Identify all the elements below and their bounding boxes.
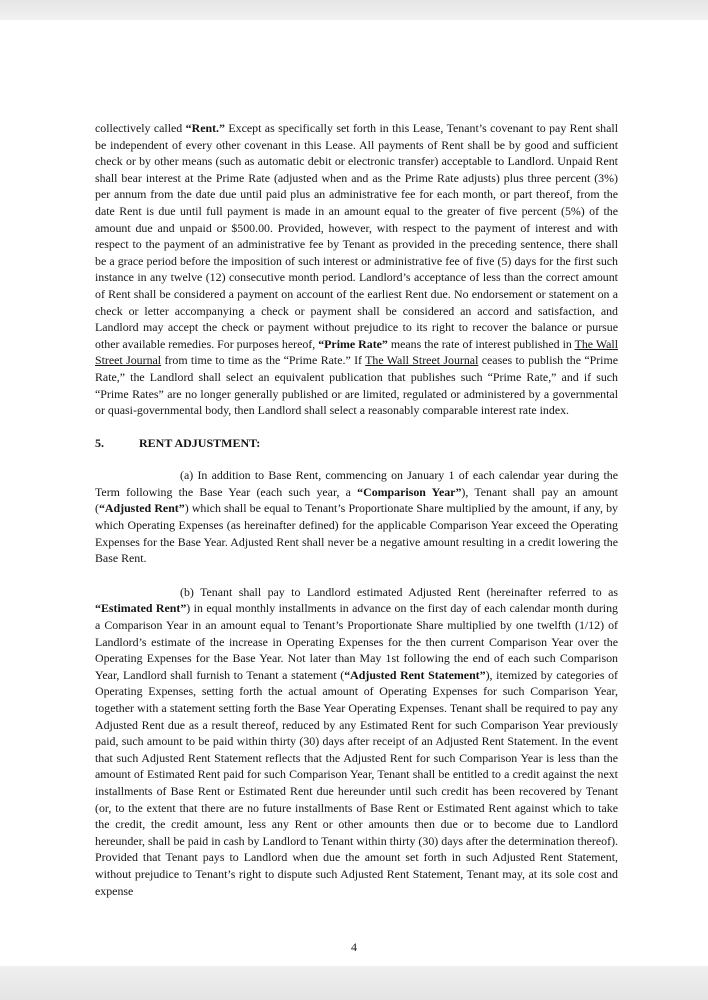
section-title: RENT ADJUSTMENT: bbox=[139, 435, 261, 450]
rent-definition-paragraph bbox=[95, 120, 618, 419]
section-number: 5. bbox=[95, 435, 104, 450]
text-run: from time to time as the “Prime Rate.” If bbox=[161, 353, 366, 368]
text-run: collectively called bbox=[95, 121, 186, 135]
scan-border-top bbox=[0, 0, 708, 20]
paragraph-a bbox=[95, 467, 618, 567]
text-run: ) in equal monthly installments in advance on the first day of each calendar month during a Comparison Year in an amount equal to Tenant’s Proportionate Share multiplied by one twelfth (1/12) of Landlord’s estimate of the increase in Operating Expenses for the then current Comparison Year over the Operating Expenses for the Base Year. Not later than May 1st following the end of each such Comparison Year, Landlord shall furnish to Tenant a statement ( bbox=[95, 601, 619, 682]
defined-term-estimated-rent: “Estimated Rent” bbox=[95, 601, 187, 616]
section-heading bbox=[95, 435, 618, 452]
lease-page bbox=[95, 120, 618, 899]
text-run: (a) In addition to Base Rent, commencing on January 1 of each calendar year during the Term following the Base Year (each such year, a bbox=[95, 468, 618, 499]
publication-title: The Wall Street Journal bbox=[365, 353, 479, 368]
text-run: ), itemized by categories of Operating Expenses, setting forth the actual amount of Operating Expenses for such Comparison Year, together with a statement setting forth the Base Year Operating Expenses. Tenant shall be required to pay any Adjusted Rent due as a result thereof, reduced by any Estimated Rent for such Comparison Year previously paid, such amount to be paid within thirty (30) days after receipt of an Adjusted Rent Statement. In the event that such Adjusted Rent Statement reflects that the Adjusted Rent for such Comparison Year is less than the amount of Estimated Rent paid for such Comparison Year, Tenant shall be entitled to a credit against the next installments of Base Rent or Estimated Rent due hereunder until such credit has been recovered by Tenant (or, to the extent that there are no future installments of Base Rent or Estimated Rent against which to take the credit, the credit amount, less any Rent or other amounts then due or to become due to Landlord hereunder, shall be paid in cash by Landlord to Tenant within thirty (30) days after the determination thereof). Provided that Tenant pays to Landlord when due the amount set forth in such Adjusted Rent Statement, without prejudice to Tenant’s right to dispute such Adjusted Rent Statement, Tenant may, at its sole cost and expense bbox=[95, 667, 618, 898]
publication-title: The Wall Street Journal bbox=[95, 336, 618, 368]
text-run: ), Tenant shall pay an amount ( bbox=[95, 484, 618, 516]
defined-term-comparison-year: “Comparison Year” bbox=[357, 484, 462, 499]
defined-term-adjusted-rent-statement: “Adjusted Rent Statement” bbox=[344, 667, 486, 682]
page-number: 4 bbox=[351, 940, 357, 954]
text-run: ) which shall be equal to Tenant’s Proportionate Share multiplied by the amount, if any, by which Operating Expenses (as hereinafter defined) for the applicable Comparison Year exceed the Operating Expenses for the Base Year. Adjusted Rent shall never be a negative amount resulting in a credit lowering the Base Rent. bbox=[95, 501, 618, 566]
paragraph-b bbox=[95, 584, 618, 899]
defined-term-prime-rate: “Prime Rate” bbox=[318, 336, 388, 351]
defined-term-rent: “Rent.” bbox=[185, 121, 225, 135]
text-run: (b) Tenant shall pay to Landlord estimated Adjusted Rent (hereinafter referred to as bbox=[180, 584, 618, 599]
defined-term-adjusted-rent: “Adjusted Rent” bbox=[98, 501, 185, 516]
text-run: means the rate of interest published in bbox=[387, 336, 575, 351]
text-run: Except as specifically set forth in this Lease, Tenant’s covenant to pay Rent shall be independent of every other covenant in this Lease. All payments of Rent shall be by good and sufficient check or by other means (such as automatic debit or electronic transfer) acceptable to Landlord. Unpaid Rent shall bear interest at the Prime Rate (adjusted when and as the Prime Rate adjusts) plus three percent (3%) per annum from the date due until paid plus an administrative fee for each month, or part thereof, from the date Rent is due until full payment is made in an amount equal to the greater of five percent (5%) of the amount due and unpaid or $500.00. Provided, however, with respect to the payment of interest and with respect to the payment of an administrative fee by Tenant as provided in the preceding sentence, there shall be a grace period before the imposition of such interest or administrative fee of five (5) days for the first such instance in any twelve (12) consecutive month period. Landlord’s acceptance of less than the correct amount of Rent shall be considered a payment on account of the earliest Rent due. No endorsement or statement on a check or letter accompanying a check or payment shall be considered an accord and satisfaction, and Landlord may accept the check or payment without prejudice to its right to recover the balance or pursue other available remedies. For purposes hereof, bbox=[95, 121, 619, 351]
text-run: ceases to publish the “Prime Rate,” the Landlord shall select an equivalent publication that publishes such “Prime Rate,” and if such “Prime Rates” are no longer generally published or are limited, regulated or administered by a governmental or quasi-governmental body, then Landlord shall select a reasonably comparable interest rate index. bbox=[95, 353, 619, 418]
scan-border-bottom bbox=[0, 966, 708, 1000]
